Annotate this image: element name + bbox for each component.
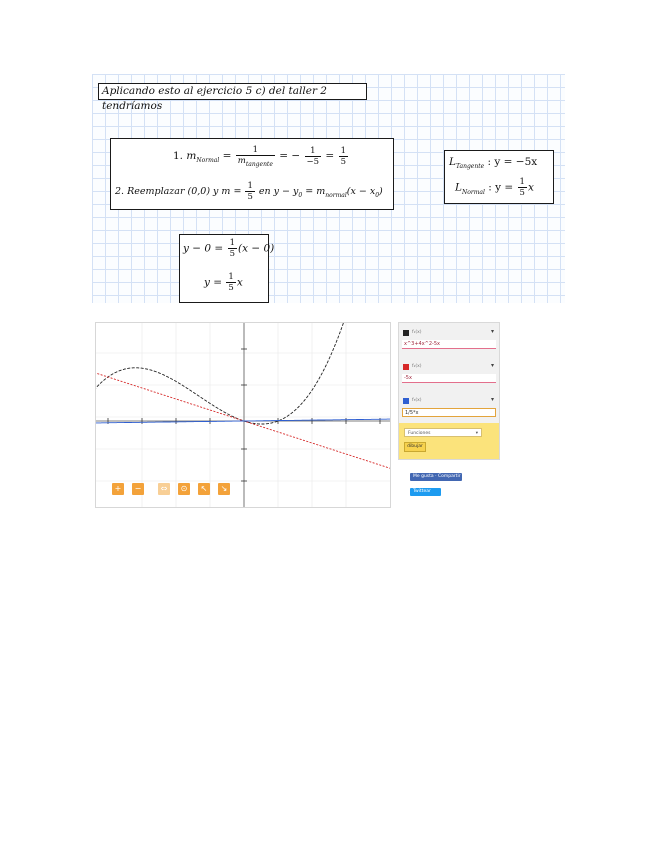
function-row-3 xyxy=(399,391,499,425)
zoom-out-icon[interactable]: − xyxy=(132,483,144,495)
chevron-down-icon: ▾ xyxy=(475,431,478,436)
normal-line-equation: $L_{Normal}$ : y = $\frac{1}{5}$ x xyxy=(455,177,534,198)
pan-left-icon[interactable]: ↖ xyxy=(198,483,210,495)
fit-icon[interactable]: ⇔ xyxy=(158,483,170,495)
function-label-2: f₂(x) xyxy=(412,364,422,369)
heading-box xyxy=(98,83,367,112)
heading-text: Aplicando esto al ejercicio 5 c) del taller 2 tendríamos xyxy=(102,85,327,112)
panel-footer xyxy=(399,423,499,459)
function-curve-1 xyxy=(96,323,356,424)
twitter-share-button[interactable]: Twittear xyxy=(410,488,441,496)
tangent-line-equation: $L_{Tangente}$ : y = −5x xyxy=(449,156,538,170)
notebook-grid-image xyxy=(92,74,565,303)
function-row-1 xyxy=(399,323,499,357)
function-input-3[interactable]: 1/5*x xyxy=(402,408,496,417)
grid-lines xyxy=(96,323,391,508)
color-swatch-3[interactable] xyxy=(403,398,409,404)
color-swatch-1[interactable] xyxy=(403,330,409,336)
steps-box xyxy=(110,138,394,210)
zoom-reset-icon[interactable]: ⊙ xyxy=(178,483,190,495)
result-box xyxy=(179,234,275,303)
function-input-1[interactable]: x^3+4x^2-5x xyxy=(402,340,496,349)
draw-button[interactable]: dibujar xyxy=(404,442,426,452)
function-input-2[interactable]: -5x xyxy=(402,374,496,383)
zoom-in-icon[interactable]: + xyxy=(112,483,124,495)
function-type-select[interactable]: Funciones ▾ xyxy=(404,428,482,437)
result-line2: y = $\frac{1}{5}$ x xyxy=(204,272,243,293)
function-label-3: f₃(x) xyxy=(412,398,422,403)
result-line1: y − 0 = $\frac{1}{5}$ (x − 0) xyxy=(183,238,275,259)
facebook-like-button[interactable]: Me gusta · Compartir xyxy=(410,473,462,481)
graph-svg xyxy=(96,323,391,508)
step1-equation: 1. $m_{Normal}$ = $\frac{1}{m_{tangente}}$ = − $\frac{1}{-5}$ = $\frac{1}{5}$ xyxy=(173,145,346,168)
color-swatch-2[interactable] xyxy=(403,364,409,370)
function-panel xyxy=(398,322,500,460)
function-label-1: f₁(x) xyxy=(412,330,422,335)
remove-function-3-icon[interactable]: ▾ xyxy=(490,396,494,403)
graph-canvas[interactable] xyxy=(95,322,391,508)
lines-summary-box xyxy=(444,150,554,204)
remove-function-2-icon[interactable]: ▾ xyxy=(490,362,494,369)
remove-function-1-icon[interactable]: ▾ xyxy=(490,328,494,335)
function-row-2 xyxy=(399,357,499,391)
pan-right-icon[interactable]: ↘ xyxy=(218,483,230,495)
step2-equation: 2. Reemplazar (0,0) y m = $\frac{1}{5}$ en $y - y_0 = m_{normal}(x - x_0)$ xyxy=(115,181,383,202)
